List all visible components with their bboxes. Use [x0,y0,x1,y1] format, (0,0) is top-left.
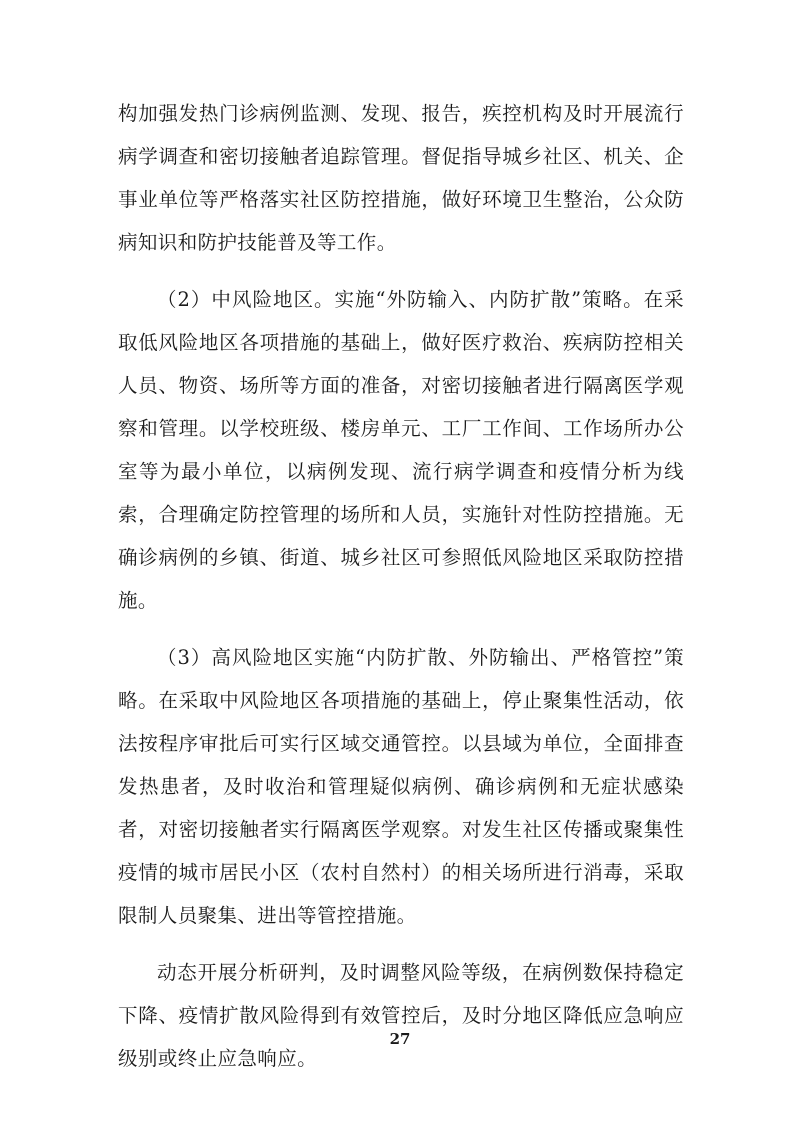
paragraph-spacer [118,622,684,636]
paragraph-spacer [118,264,684,278]
paragraph-high-risk: （3）高风险地区实施“内防扩散、外防输出、严格管控”策略。在采取中风险地区各项措施的基础上，停止聚集性活动，依法按程序审批后可实行区域交通管控。以县域为单位，全面排查发热患者，及时收治和管理疑似病例、确诊病例和无症状感染者，对密切接触者实行隔离医学观察。对发生社区传播或聚集性疫情的城市居民小区（农村自然村）的相关场所进行消毒，采取限制人员聚集、进出等管控措施。 [118,646,684,927]
paragraph-dynamic-assessment: 动态开展分析研判，及时调整风险等级，在病例数保持稳定下降、疫情扩散风险得到有效管控后，及时分地区降低应急响应级别或终止应急响应。 [118,961,684,1070]
page-number: 27 [389,1030,411,1048]
paragraph-spacer [118,937,684,951]
paragraph-continuation: 构加强发热门诊病例监测、发现、报告，疾控机构及时开展流行病学调查和密切接触者追踪管理。督促指导城乡社区、机关、企事业单位等严格落实社区防控措施，做好环境卫生整治，公众防病知识和防护技能普及等工作。 [118,102,684,254]
paragraph-medium-risk: （2）中风险地区。实施“外防输入、内防扩散”策略。在采取低风险地区各项措施的基础上，做好医疗救治、疾病防控相关人员、物资、场所等方面的准备，对密切接触者进行隔离医学观察和管理。以学校班级、楼房单元、工厂工作间、工作场所办公室等为最小单位，以病例发现、流行病学调查和疫情分析为线索，合理确定防控管理的场所和人员，实施针对性防控措施。无确诊病例的乡镇、街道、城乡社区可参照低风险地区采取防控措施。 [118,288,684,612]
page-content [118,92,684,1080]
